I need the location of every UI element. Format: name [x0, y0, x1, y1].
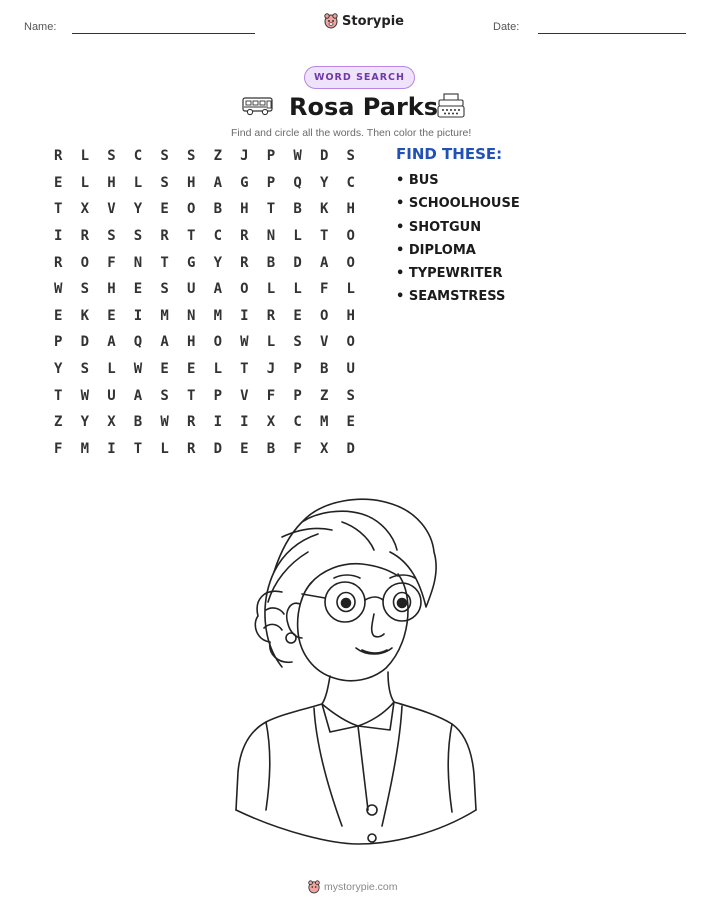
grid-letter[interactable]: D [213, 440, 222, 457]
grid-letter[interactable]: B [293, 201, 302, 218]
grid-letter[interactable]: M [319, 414, 329, 431]
grid-letter[interactable]: E [160, 201, 169, 218]
grid-letter[interactable]: X [80, 201, 90, 218]
grid-letter[interactable]: H [240, 201, 249, 218]
grid-letter[interactable]: Q [133, 334, 143, 351]
grid-letter[interactable]: T [186, 387, 196, 404]
grid-letter[interactable]: S [160, 148, 169, 165]
grid-letter[interactable]: X [266, 414, 276, 431]
grid-letter[interactable]: H [346, 201, 355, 218]
grid-letter[interactable]: L [266, 334, 276, 351]
grid-letter[interactable]: W [80, 387, 90, 404]
grid-letter[interactable]: P [293, 387, 302, 404]
grid-letter[interactable]: S [133, 228, 143, 245]
grid-letter[interactable]: I [133, 307, 143, 324]
grid-letter[interactable]: V [240, 387, 249, 404]
grid-letter[interactable]: I [213, 414, 222, 431]
grid-letter[interactable]: Z [319, 387, 329, 404]
grid-letter[interactable]: C [346, 174, 355, 191]
grid-letter[interactable]: P [266, 148, 276, 165]
grid-letter[interactable]: O [319, 307, 329, 324]
grid-letter[interactable]: G [186, 254, 196, 271]
grid-letter[interactable]: H [107, 281, 116, 298]
grid-letter[interactable]: N [186, 307, 196, 324]
grid-letter[interactable]: U [186, 281, 196, 298]
grid-letter[interactable]: M [213, 307, 222, 324]
grid-letter[interactable]: L [107, 361, 116, 378]
grid-letter[interactable]: B [266, 440, 276, 457]
rosa-parks-illustration [222, 492, 490, 860]
grid-letter[interactable]: T [133, 440, 143, 457]
grid-letter[interactable]: T [186, 228, 196, 245]
grid-letter[interactable]: R [80, 228, 90, 245]
grid-letter[interactable]: S [80, 361, 90, 378]
grid-letter[interactable]: U [107, 387, 116, 404]
grid-letter[interactable]: T [240, 361, 249, 378]
grid-letter[interactable]: O [80, 254, 90, 271]
find-these-heading: FIND THESE: [396, 145, 503, 163]
grid-letter[interactable]: D [293, 254, 302, 271]
storypie-logo-icon [308, 880, 320, 894]
grid-letter[interactable]: L [160, 440, 169, 457]
grid-letter[interactable]: E [160, 361, 169, 378]
instructions: Find and circle all the words. Then color the picture! [231, 127, 472, 139]
grid-letter[interactable]: S [293, 334, 302, 351]
grid-letter[interactable]: T [54, 387, 63, 404]
grid-letter[interactable]: F [293, 440, 302, 457]
grid-letter[interactable]: D [80, 334, 90, 351]
date-label: Date: [493, 21, 520, 33]
grid-letter[interactable]: S [160, 387, 169, 404]
brand [324, 13, 404, 29]
grid-letter[interactable]: U [346, 361, 355, 378]
grid-letter[interactable]: F [107, 254, 116, 271]
word-list-item: • SEAMSTRESS [396, 289, 506, 305]
grid-letter[interactable]: S [80, 281, 90, 298]
footer [308, 880, 398, 894]
word-search-badge: WORD SEARCH [304, 66, 415, 89]
grid-letter[interactable]: L [293, 281, 302, 298]
grid-letter[interactable]: O [346, 334, 355, 351]
word-search-grid [52, 143, 371, 462]
date-line[interactable] [538, 33, 686, 34]
grid-letter[interactable]: S [346, 148, 355, 165]
grid-letter[interactable]: W [54, 281, 63, 298]
grid-letter[interactable]: X [319, 440, 329, 457]
grid-letter[interactable]: A [319, 254, 329, 271]
grid-letter[interactable]: H [186, 334, 196, 351]
grid-letter[interactable]: I [240, 414, 249, 431]
grid-letter[interactable]: P [213, 387, 222, 404]
grid-letter[interactable]: E [240, 440, 249, 457]
grid-letter[interactable]: O [213, 334, 222, 351]
grid-letter[interactable]: V [319, 334, 329, 351]
grid-letter[interactable]: R [240, 228, 249, 245]
grid-letter[interactable]: N [133, 254, 143, 271]
word-list [396, 169, 520, 309]
grid-letter[interactable]: C [293, 414, 302, 431]
grid-letter[interactable]: L [133, 174, 143, 191]
grid-letter[interactable]: M [80, 440, 90, 457]
grid-letter[interactable]: R [266, 307, 276, 324]
grid-letter[interactable]: Q [293, 174, 302, 191]
grid-letter[interactable]: K [80, 307, 90, 324]
grid-letter[interactable]: P [293, 361, 302, 378]
grid-letter[interactable]: Y [133, 201, 143, 218]
grid-letter[interactable]: P [266, 174, 276, 191]
name-line[interactable] [72, 33, 255, 34]
grid-letter[interactable]: D [346, 440, 355, 457]
grid-letter[interactable]: L [266, 281, 276, 298]
grid-letter[interactable]: A [133, 387, 143, 404]
grid-letter[interactable]: M [160, 307, 169, 324]
page-title: Rosa Parks [289, 93, 439, 121]
grid-letter[interactable]: H [107, 174, 116, 191]
grid-letter[interactable]: B [213, 201, 222, 218]
grid-letter[interactable]: G [240, 174, 249, 191]
grid-letter[interactable]: E [54, 307, 63, 324]
grid-letter[interactable]: R [186, 440, 196, 457]
grid-letter[interactable]: E [346, 414, 355, 431]
grid-letter[interactable]: T [160, 254, 169, 271]
grid-letter[interactable]: E [107, 307, 116, 324]
grid-letter[interactable]: B [133, 414, 143, 431]
grid-letter[interactable]: H [346, 307, 355, 324]
grid-letter[interactable]: V [107, 201, 116, 218]
grid-letter[interactable]: A [160, 334, 169, 351]
word-list-item: • TYPEWRITER [396, 266, 503, 282]
grid-letter[interactable]: S [107, 148, 116, 165]
grid-letter[interactable]: L [80, 148, 90, 165]
word-list-item: • DIPLOMA [396, 242, 476, 258]
grid-letter[interactable]: Y [54, 361, 63, 378]
brand-name: Storypie [342, 13, 404, 29]
grid-letter[interactable]: W [160, 414, 169, 431]
grid-letter[interactable]: S [346, 387, 355, 404]
grid-letter[interactable]: H [186, 174, 196, 191]
grid-letter[interactable]: I [240, 307, 249, 324]
grid-letter[interactable]: O [186, 201, 196, 218]
grid-letter[interactable]: J [266, 361, 276, 378]
grid-letter[interactable]: C [133, 148, 143, 165]
grid-letter[interactable]: E [54, 174, 63, 191]
grid-letter[interactable]: P [54, 334, 63, 351]
grid-letter[interactable]: T [266, 201, 276, 218]
grid-letter[interactable]: E [186, 361, 196, 378]
grid-letter[interactable]: L [213, 361, 222, 378]
storypie-logo-icon [324, 13, 338, 29]
grid-letter[interactable]: L [293, 228, 302, 245]
footer-site[interactable]: mystorypie.com [324, 881, 398, 893]
grid-letter[interactable]: Y [80, 414, 90, 431]
grid-letter[interactable]: E [293, 307, 302, 324]
typewriter-icon [437, 93, 465, 119]
grid-letter[interactable]: B [319, 361, 329, 378]
grid-letter[interactable]: S [160, 281, 169, 298]
grid-letter[interactable]: Y [213, 254, 222, 271]
grid-letter[interactable]: J [240, 148, 249, 165]
grid-letter[interactable]: L [80, 174, 90, 191]
grid-letter[interactable]: W [293, 148, 302, 165]
grid-letter[interactable]: O [346, 254, 355, 271]
grid-letter[interactable]: I [54, 228, 63, 245]
grid-letter[interactable]: O [346, 228, 355, 245]
grid-letter[interactable]: O [240, 281, 249, 298]
grid-letter[interactable]: R [54, 148, 63, 165]
grid-letter[interactable]: X [107, 414, 116, 431]
grid-letter[interactable]: D [319, 148, 329, 165]
word-list-item: • SHOTGUN [396, 219, 482, 235]
grid-letter[interactable]: F [319, 281, 329, 298]
grid-letter[interactable]: A [213, 281, 222, 298]
grid-letter[interactable]: S [107, 228, 116, 245]
grid-letter[interactable]: Z [213, 148, 222, 165]
name-label: Name: [24, 21, 57, 33]
grid-letter[interactable]: A [213, 174, 222, 191]
grid-letter[interactable]: K [319, 201, 329, 218]
grid-letter[interactable]: F [54, 440, 63, 457]
grid-letter[interactable]: T [54, 201, 63, 218]
grid-letter[interactable]: F [266, 387, 276, 404]
school-bus-icon [242, 96, 274, 116]
grid-letter[interactable]: R [240, 254, 249, 271]
grid-letter[interactable]: L [346, 281, 355, 298]
grid-letter[interactable]: W [240, 334, 249, 351]
grid-letter[interactable]: N [266, 228, 276, 245]
grid-letter[interactable]: E [133, 281, 143, 298]
word-list-item: • BUS [396, 173, 439, 188]
grid-letter[interactable]: I [107, 440, 116, 457]
grid-letter[interactable]: S [186, 148, 196, 165]
grid-letter[interactable]: R [54, 254, 63, 271]
grid-letter[interactable]: Y [319, 174, 329, 191]
grid-letter[interactable]: R [160, 228, 169, 245]
grid-letter[interactable]: A [107, 334, 116, 351]
grid-letter[interactable]: W [133, 361, 143, 378]
grid-letter[interactable]: Z [54, 414, 63, 431]
grid-letter[interactable]: T [319, 228, 329, 245]
word-list-item: • SCHOOLHOUSE [396, 196, 520, 212]
grid-letter[interactable]: R [186, 414, 196, 431]
grid-letter[interactable]: S [160, 174, 169, 191]
grid-letter[interactable]: B [266, 254, 276, 271]
grid-letter[interactable]: C [213, 228, 222, 245]
